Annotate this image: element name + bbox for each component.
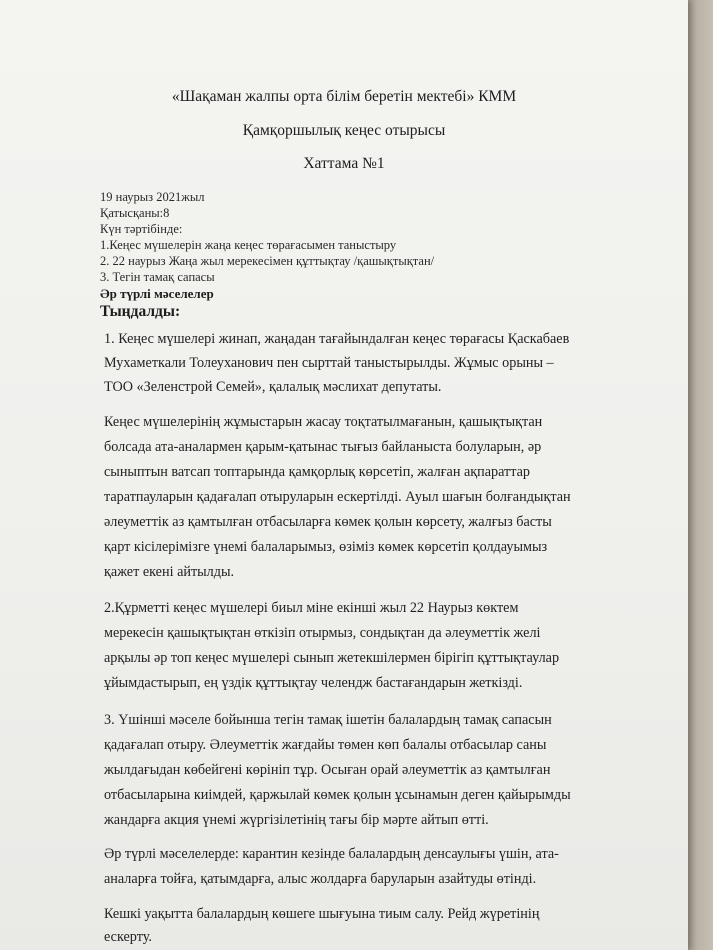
body-line: 2.Құрметті кеңес мүшелері биыл міне екінші жыл 22 Наурыз көктем <box>104 600 519 616</box>
body-line: Кешкі уақытта балалардың көшеге шығуына тиым салу. Рейд жүретінің <box>104 906 540 922</box>
body-line: 3. Үшінші мәселе бойынша тегін тамақ ішетін балалардың тамақ сапасын <box>104 712 552 728</box>
meeting-title: Қамқоршылық кеңес отырысы <box>242 122 446 139</box>
body-line: ТОО «Зеленстрой Семей», қалалық мәслихат депутаты. <box>104 379 442 395</box>
body-line: мерекесін қашықтықтан өткізіп отырмыз, сондықтан да әлеуметтік желі <box>104 625 541 641</box>
agenda-item: 1.Кеңес мүшелерін жаңа кеңес төрағасымен таныстыру <box>100 238 397 252</box>
body-line: ескерту. <box>104 929 152 945</box>
body-line: сыныптын ватсап топтарында қамқорлық көрсетіп, жалған ақпараттар <box>104 464 531 480</box>
meeting-date: 19 наурыз 2021жыл <box>100 190 205 204</box>
body-line: отбасыларына киімдей, қаржылай көмек қолын ұсынамын деген қайырымды <box>104 787 571 803</box>
agenda-item: 3. Тегін тамақ сапасы <box>100 270 215 284</box>
attendees-count: Қатысқаны:8 <box>100 206 170 220</box>
body-line: 1. Кеңес мүшелері жинап, жаңадан тағайындалған кеңес төрағасы Қаскабаев <box>104 331 570 347</box>
agenda-item: 2. 22 наурыз Жаңа жыл мерекесімен құттықтау /қашықтықтан/ <box>100 254 435 268</box>
background-wall <box>686 0 713 950</box>
protocol-title: Хаттама №1 <box>303 155 385 172</box>
listened-heading: Тыңдалды: <box>100 303 181 320</box>
body-line: қарт кісілерімізге үнемі балаларымыз, өзіміз көмек көрсетіп қолдауымыз <box>104 539 548 555</box>
body-line: қажет екені айтылды. <box>104 564 235 580</box>
body-line: ұйымдастырып, ең үздік құттықтау челендж бастағандарын жеткізді. <box>104 675 523 691</box>
body-line: аналарға тойға, қатымдарға, алыс жолдарға баруларын азайтуды өтінді. <box>104 871 537 887</box>
body-line: Әр түрлі мәселелерде: карантин кезінде балалардың денсаулығы үшін, ата- <box>104 846 559 862</box>
agenda-title: Күн тәртібінде: <box>100 222 183 236</box>
body-line: болсада ата-аналармен қарым-қатынас тығыз байланыста болуларын, әр <box>104 439 542 455</box>
body-line: жандарға акция үнемі жүргізілетінің тағы бір мәрте айтып өтті. <box>104 812 489 828</box>
body-line: Мухаметкали Толеуханович пен сырттай таныстырылды. Жұмыс орыны – <box>104 355 554 371</box>
body-line: Кеңес мүшелерінің жұмыстарын жасау тоқтатылмағанын, қашықтықтан <box>104 414 543 430</box>
agenda-misc: Әр түрлі мәселелер <box>100 286 214 301</box>
body-line: қадағалап отыру. Әлеуметтік жағдайы төмен көп балалы отбасылар саны <box>104 737 547 753</box>
body-line: жылдағыдан көбейгені көрініп тұр. Осыған орай әлеуметтік аз қамтылған <box>104 762 551 778</box>
body-line: әлеуметтік аз қамтылған отбасыларға көмек қолын көрсету, жалғыз басты <box>104 514 552 530</box>
body-line: таратпауларын қадағалап отыруларын ескертілді. Ауыл шағын болғандықтан <box>104 489 571 505</box>
organization-title: «Шақаман жалпы орта білім беретін мектебі» КММ <box>171 88 517 105</box>
body-line: арқылы әр топ кеңес мүшелері сынып жетекшілермен бірігіп құттықтаулар <box>104 650 560 666</box>
